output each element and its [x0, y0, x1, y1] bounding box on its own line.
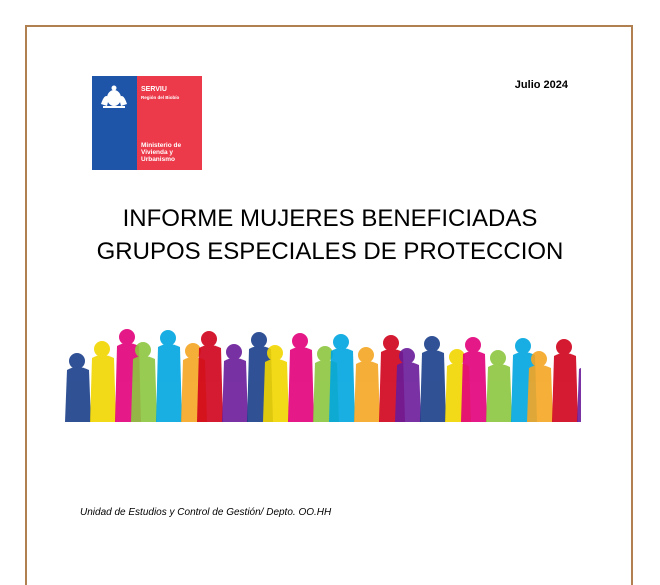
serviu-logo	[92, 76, 202, 170]
person-silhouette	[288, 333, 314, 422]
coat-of-arms-icon	[97, 84, 131, 110]
title-line-1: INFORME MUJERES BENEFICIADAS	[122, 205, 538, 232]
person-silhouette	[90, 341, 116, 422]
logo-region: Región del Biobío	[141, 95, 180, 100]
person-silhouette	[552, 339, 578, 422]
logo-org-name: SERVIU	[141, 86, 167, 93]
logo-ministry: Ministerio de Vivienda y Urbanismo	[141, 142, 182, 163]
report-date: Julio 2024	[514, 79, 568, 91]
person-silhouette	[65, 353, 91, 422]
person-silhouette	[486, 350, 512, 422]
logo-red-panel	[137, 76, 202, 170]
person-silhouette	[222, 344, 248, 422]
person-silhouette	[354, 347, 380, 422]
footer-unit: Unidad de Estudios y Control de Gestión/ Depto. OO.HH	[80, 507, 332, 518]
person-silhouette	[461, 337, 487, 422]
person-silhouette	[329, 334, 355, 422]
person-silhouette	[197, 331, 223, 422]
report-title	[60, 202, 600, 268]
person-silhouette	[420, 336, 446, 422]
people-silhouettes-banner	[63, 320, 581, 422]
person-silhouette	[156, 330, 182, 422]
person-silhouette	[577, 352, 581, 422]
logo-blue-panel	[92, 76, 137, 170]
title-line-2: GRUPOS ESPECIALES DE PROTECCION	[96, 238, 564, 265]
